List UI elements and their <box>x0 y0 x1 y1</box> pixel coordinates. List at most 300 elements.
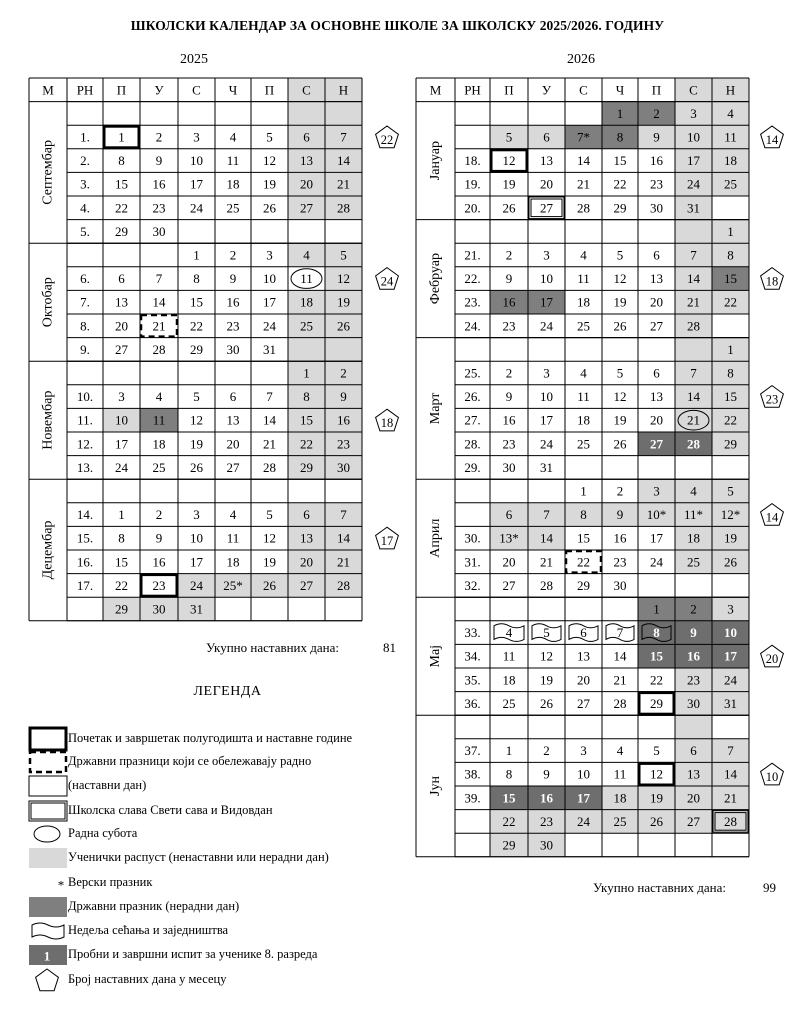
day-cell: 25 <box>613 813 627 829</box>
week-number: 8. <box>80 318 90 334</box>
month-name-0: Септембар <box>40 140 56 205</box>
day-cell: 20 <box>577 672 590 688</box>
day-cell: 2 <box>653 105 660 121</box>
day-cell: 29 <box>724 436 737 452</box>
days-count-1: 18 <box>765 274 779 289</box>
day-cell: 22 <box>115 577 128 593</box>
day-cell: 12 <box>337 271 350 287</box>
day-cell: 5 <box>266 129 273 145</box>
day-cell: 22 <box>650 672 663 688</box>
day-cell: 12 <box>263 530 276 546</box>
day-cell: 24 <box>190 200 203 216</box>
header-7: С <box>302 82 311 98</box>
week-number: 7. <box>80 294 90 310</box>
header-8: Н <box>725 82 736 98</box>
day-cell: 1 <box>727 223 734 239</box>
day-cell: 14 <box>337 153 350 169</box>
day-cell: 22 <box>724 412 737 428</box>
day-cell: 18 <box>152 436 166 452</box>
legend-thick-box <box>30 728 66 750</box>
legend-item-darkest: Пробни и завршни испит за ученике 8. разреда <box>68 947 318 961</box>
legend-pentagon-icon <box>36 969 59 991</box>
days-count-0: 22 <box>380 133 394 147</box>
legend-dark-swatch <box>29 897 67 917</box>
day-cell: 26 <box>540 695 553 711</box>
day-cell: 28 <box>337 200 350 216</box>
day-cell: 23 <box>337 436 350 452</box>
day-cell: 7 <box>690 365 697 381</box>
week-number: 35. <box>464 672 481 688</box>
legend-plain-box <box>29 776 67 796</box>
day-cell: 15 <box>190 294 203 310</box>
day-cell: 18 <box>724 153 737 169</box>
day-cell: 8 <box>118 153 125 169</box>
day-cell: 29 <box>115 223 128 239</box>
day-cell: 18 <box>226 176 240 192</box>
day-cell: 1 <box>118 129 125 145</box>
day-cell: 16 <box>152 554 166 570</box>
week-number: 21. <box>464 247 481 263</box>
day-cell: 19 <box>263 554 276 570</box>
day-cell: 20 <box>115 318 128 334</box>
day-cell: 9 <box>616 507 624 523</box>
day-cell: 31 <box>263 341 276 357</box>
day-cell: 23 <box>650 176 663 192</box>
day-cell: 29 <box>613 200 627 216</box>
day-cell: 19 <box>190 436 203 452</box>
day-cell: 27 <box>115 341 128 357</box>
day-cell: 17 <box>115 436 128 452</box>
legend-item-thick: Почетак и завршетак полугодишта и наставне године <box>68 731 353 745</box>
header-5: Ч <box>615 82 625 98</box>
week-number: 3. <box>80 176 90 192</box>
day-cell: 6 <box>303 507 310 523</box>
legend-light-swatch <box>29 848 67 868</box>
day-cell: 5 <box>193 389 200 405</box>
day-cell: 5 <box>505 129 513 145</box>
day-cell: 13 <box>300 153 313 169</box>
day-cell: 3 <box>193 507 200 523</box>
day-cell: 11 <box>300 271 313 287</box>
day-cell: 1 <box>580 483 587 499</box>
day-cell: 13 <box>226 412 240 428</box>
day-cell: 24 <box>190 577 203 593</box>
day-cell: 9 <box>340 389 347 405</box>
week-number: 25. <box>464 365 481 381</box>
day-cell: 10 <box>263 271 276 287</box>
day-cell: 15 <box>724 271 737 287</box>
day-cell: 18 <box>502 672 516 688</box>
day-cell: 11 <box>226 153 240 169</box>
day-cell: 22 <box>190 318 203 334</box>
day-cell: 17 <box>540 294 553 310</box>
shade-cell <box>675 338 712 362</box>
day-cell: 21 <box>687 412 700 428</box>
day-cell: 22 <box>613 176 627 192</box>
day-cell: 4 <box>505 625 513 641</box>
day-cell: 29 <box>577 577 590 593</box>
day-cell: 8 <box>653 625 660 641</box>
day-cell: 20 <box>502 554 516 570</box>
day-cell: 26 <box>724 554 737 570</box>
day-cell: 21 <box>577 176 590 192</box>
day-cell: 3 <box>118 389 125 405</box>
legend-item-pentagon: Број наставних дана у месецу <box>68 972 227 986</box>
day-cell: 20 <box>650 412 663 428</box>
day-cell: 10 <box>577 766 590 782</box>
year-2026: 2026 <box>567 52 595 67</box>
day-cell: 9 <box>690 625 697 641</box>
day-cell: 3 <box>727 601 734 617</box>
day-cell: 29 <box>650 695 663 711</box>
day-cell: 1 <box>505 743 513 759</box>
days-count-4: 20 <box>765 652 779 667</box>
day-cell: 21 <box>337 176 350 192</box>
day-cell: 4 <box>616 743 624 759</box>
day-cell: 2 <box>340 365 347 381</box>
day-cell: 26 <box>650 813 663 829</box>
legend-double-inner <box>31 803 65 819</box>
day-cell: 3 <box>580 743 587 759</box>
day-cell: 18 <box>613 790 627 806</box>
day-cell: 12 <box>613 271 627 287</box>
day-cell: 13 <box>650 271 663 287</box>
day-cell: 25 <box>226 200 240 216</box>
day-cell: 23 <box>687 672 700 688</box>
header-0: М <box>42 82 54 98</box>
day-cell: 3 <box>193 129 200 145</box>
week-number: 28. <box>464 436 481 452</box>
day-cell: 16 <box>613 530 627 546</box>
day-cell: 15 <box>577 530 590 546</box>
month-name-1: Фебруар <box>428 252 443 305</box>
day-cell: 13 <box>300 530 313 546</box>
day-cell: 16 <box>540 790 553 806</box>
day-cell: 17 <box>650 530 663 546</box>
legend-item-oval: Радна субота <box>68 826 138 840</box>
day-cell: 7 <box>266 389 273 405</box>
legend-dashed-box <box>30 752 66 772</box>
day-cell: 26 <box>337 318 350 334</box>
day-cell: 27 <box>577 695 590 711</box>
day-cell: 30 <box>650 200 663 216</box>
legend-double-outer <box>29 801 67 821</box>
day-cell: 8 <box>580 507 587 523</box>
day-cell: 12 <box>190 412 203 428</box>
day-cell: 28 <box>724 813 737 829</box>
day-cell: 8 <box>616 129 624 145</box>
day-cell: 3 <box>653 483 660 499</box>
page-title: ШКОЛСКИ КАЛЕНДАР ЗА ОСНОВНЕ ШКОЛЕ ЗА ШКОЛСКУ 2025/2026. ГОДИНУ <box>130 18 665 33</box>
day-cell: 6 <box>653 247 660 263</box>
week-number: 33. <box>464 625 481 641</box>
week-number: 20. <box>464 200 481 216</box>
day-cell: 10 <box>540 271 553 287</box>
day-cell: 25 <box>152 459 166 475</box>
week-number: 13. <box>76 459 94 475</box>
week-number: 1. <box>80 129 90 145</box>
week-number: 37. <box>464 743 481 759</box>
day-cell: 11 <box>577 389 590 405</box>
day-cell: 23 <box>613 554 627 570</box>
day-cell: 5 <box>616 247 624 263</box>
day-cell: 31 <box>687 200 700 216</box>
day-cell: 15 <box>300 412 313 428</box>
day-cell: 26 <box>190 459 203 475</box>
day-cell: 24 <box>650 554 663 570</box>
day-cell: 27 <box>226 459 240 475</box>
day-cell: 28 <box>263 459 276 475</box>
day-cell: 22 <box>300 436 313 452</box>
day-cell: 2 <box>229 247 237 263</box>
day-cell: 11 <box>577 271 590 287</box>
day-cell: 11 <box>152 412 166 428</box>
day-cell: 15 <box>115 554 128 570</box>
day-cell: 2 <box>616 483 624 499</box>
day-cell: 7* <box>577 129 590 145</box>
day-cell: 20 <box>300 554 313 570</box>
days-count-2: 18 <box>380 416 394 431</box>
day-cell: 25 <box>724 176 737 192</box>
day-cell: 30 <box>687 695 700 711</box>
day-cell: 1 <box>118 507 125 523</box>
day-cell: 10 <box>115 412 128 428</box>
legend-item-dark: Државни празник (нерадни дан) <box>68 899 240 913</box>
day-cell: 26 <box>613 318 627 334</box>
day-cell: 5 <box>616 365 624 381</box>
header-1: РН <box>76 82 94 98</box>
day-cell: 13 <box>115 294 128 310</box>
day-cell: 6 <box>118 271 125 287</box>
days-count-5: 10 <box>765 770 779 785</box>
week-number: 39. <box>464 790 481 806</box>
week-number: 23. <box>464 294 481 310</box>
day-cell: 22 <box>115 200 128 216</box>
day-cell: 14 <box>724 766 737 782</box>
header-6: П <box>264 82 275 98</box>
day-cell: 24 <box>263 318 276 334</box>
day-cell: 27 <box>650 436 663 452</box>
week-number: 38. <box>464 766 481 782</box>
day-cell: 14 <box>687 271 700 287</box>
day-cell: 26 <box>263 577 276 593</box>
day-cell: 14 <box>152 294 166 310</box>
week-number: 22. <box>464 271 481 287</box>
day-cell: 17 <box>263 294 276 310</box>
day-cell: 23 <box>540 813 553 829</box>
day-cell: 19 <box>724 530 737 546</box>
day-cell: 20 <box>226 436 240 452</box>
day-cell: 13 <box>540 153 553 169</box>
day-cell: 19 <box>263 176 276 192</box>
day-cell: 17 <box>724 648 737 664</box>
week-number: 4. <box>80 200 90 216</box>
day-cell: 26 <box>263 200 276 216</box>
day-cell: 24 <box>687 176 700 192</box>
day-cell: 17 <box>190 176 203 192</box>
day-cell: 25* <box>223 577 243 593</box>
day-cell: 9 <box>543 766 550 782</box>
week-number: 26. <box>464 389 481 405</box>
week-number: 30. <box>464 530 481 546</box>
day-cell: 10 <box>190 153 203 169</box>
day-cell: 16 <box>502 412 516 428</box>
day-cell: 6 <box>580 625 587 641</box>
month-name-5: Јун <box>428 776 443 796</box>
day-cell: 6 <box>690 743 697 759</box>
day-cell: 19 <box>650 790 663 806</box>
week-number: 31. <box>464 554 481 570</box>
day-cell: 12 <box>613 389 627 405</box>
header-4: С <box>192 82 201 98</box>
day-cell: 19 <box>337 294 350 310</box>
week-number: 19. <box>464 176 481 192</box>
legend-star-symbol: * <box>57 877 65 893</box>
day-cell: 16 <box>152 176 166 192</box>
legend-item-light: Ученички распуст (ненаставни или нерадни дан) <box>68 850 329 864</box>
day-cell: 15 <box>115 176 128 192</box>
day-cell: 22 <box>724 294 737 310</box>
day-cell: 5 <box>266 507 273 523</box>
legend-item-star: Верски празник <box>68 875 153 889</box>
day-cell: 2 <box>505 247 513 263</box>
day-cell: 21 <box>152 318 166 334</box>
day-cell: 14 <box>613 648 627 664</box>
day-cell: 4 <box>155 389 163 405</box>
shade-cell <box>675 715 712 739</box>
day-cell: 8 <box>727 247 734 263</box>
day-cell: 11 <box>724 129 737 145</box>
day-cell: 16 <box>650 153 663 169</box>
legend-item-dashed2: (наставни дан) <box>68 778 147 792</box>
day-cell: 6 <box>653 365 660 381</box>
day-cell: 10 <box>687 129 700 145</box>
day-cell: 28 <box>337 577 350 593</box>
week-number: 24. <box>464 318 481 334</box>
day-cell: 24 <box>540 436 553 452</box>
day-cell: 2 <box>690 601 697 617</box>
week-number: 17. <box>76 577 94 593</box>
week-number: 16. <box>76 554 94 570</box>
day-cell: 21 <box>613 672 627 688</box>
day-cell: 25 <box>577 318 590 334</box>
day-cell: 17 <box>190 554 203 570</box>
day-cell: 19 <box>613 412 627 428</box>
day-cell: 27 <box>300 577 313 593</box>
day-cell: 11 <box>613 766 627 782</box>
day-cell: 31 <box>540 459 553 475</box>
day-cell: 19 <box>540 672 553 688</box>
day-cell: 4 <box>690 483 697 499</box>
day-cell: 27 <box>502 577 516 593</box>
day-cell: 14 <box>577 153 590 169</box>
shade-cell <box>675 220 712 244</box>
week-number: 12. <box>76 436 94 452</box>
header-2: П <box>116 82 127 98</box>
day-cell: 21 <box>540 554 553 570</box>
day-cell: 7 <box>727 743 734 759</box>
day-cell: 26 <box>613 436 627 452</box>
week-number: 34. <box>464 648 481 664</box>
week-number: 36. <box>464 695 481 711</box>
day-cell: 3 <box>690 105 697 121</box>
day-cell: 30 <box>540 837 553 853</box>
day-cell: 23 <box>502 318 516 334</box>
day-cell: 9 <box>505 271 513 287</box>
header-5: Ч <box>228 82 238 98</box>
day-cell: 6 <box>505 507 513 523</box>
day-cell: 22 <box>502 813 516 829</box>
header-1: РН <box>464 82 481 98</box>
month-name-3: Април <box>428 518 443 558</box>
total-label-2026: Укупно наставних дана: <box>593 880 726 895</box>
day-cell: 18 <box>687 530 700 546</box>
day-cell: 23 <box>502 436 516 452</box>
day-cell: 30 <box>152 223 166 239</box>
day-cell: 8 <box>727 365 734 381</box>
day-cell: 15 <box>724 389 737 405</box>
day-cell: 20 <box>540 176 553 192</box>
day-cell: 2 <box>155 507 163 523</box>
day-cell: 30 <box>152 601 166 617</box>
day-cell: 21 <box>263 436 276 452</box>
day-cell: 4 <box>580 365 587 381</box>
day-cell: 16 <box>687 648 700 664</box>
day-cell: 13 <box>687 766 700 782</box>
week-number: 15. <box>76 530 94 546</box>
total-value-2025: 81 <box>383 640 396 655</box>
day-cell: 5 <box>543 625 550 641</box>
legend-exam-symbol: 1 <box>43 948 51 964</box>
days-count-2: 23 <box>765 392 779 407</box>
day-cell: 12 <box>540 648 553 664</box>
legend-item-flag: Недеља сећања и заједништва <box>68 923 229 937</box>
day-cell: 1 <box>616 105 624 121</box>
day-cell: 4 <box>229 507 237 523</box>
week-number: 18. <box>464 153 481 169</box>
total-label-2025: Укупно наставних дана: <box>206 640 339 655</box>
day-cell: 30 <box>226 341 240 357</box>
day-cell: 9 <box>155 153 163 169</box>
day-cell: 29 <box>300 459 313 475</box>
day-cell: 21 <box>337 554 350 570</box>
week-number: 29. <box>464 459 481 475</box>
day-cell: 24 <box>540 318 553 334</box>
day-cell: 16 <box>502 294 516 310</box>
year-2025: 2025 <box>180 52 208 67</box>
day-cell: 13* <box>499 530 519 546</box>
day-cell: 16 <box>337 412 350 428</box>
day-cell: 10 <box>540 389 553 405</box>
day-cell: 6 <box>303 129 310 145</box>
day-cell: 8 <box>303 389 310 405</box>
day-cell: 27 <box>650 318 663 334</box>
days-count-3: 14 <box>765 510 779 525</box>
day-cell: 28 <box>687 436 700 452</box>
day-cell: 5 <box>653 743 660 759</box>
day-cell: 20 <box>300 176 313 192</box>
total-value-2026: 99 <box>763 880 776 895</box>
day-cell: 7 <box>340 129 347 145</box>
day-cell: 4 <box>727 105 734 121</box>
day-cell: 17 <box>540 412 553 428</box>
day-cell: 7 <box>340 507 347 523</box>
day-cell: 8 <box>193 271 200 287</box>
day-cell: 7 <box>690 247 697 263</box>
day-cell: 6 <box>229 389 237 405</box>
day-cell: 28 <box>540 577 553 593</box>
day-cell: 15 <box>613 153 627 169</box>
